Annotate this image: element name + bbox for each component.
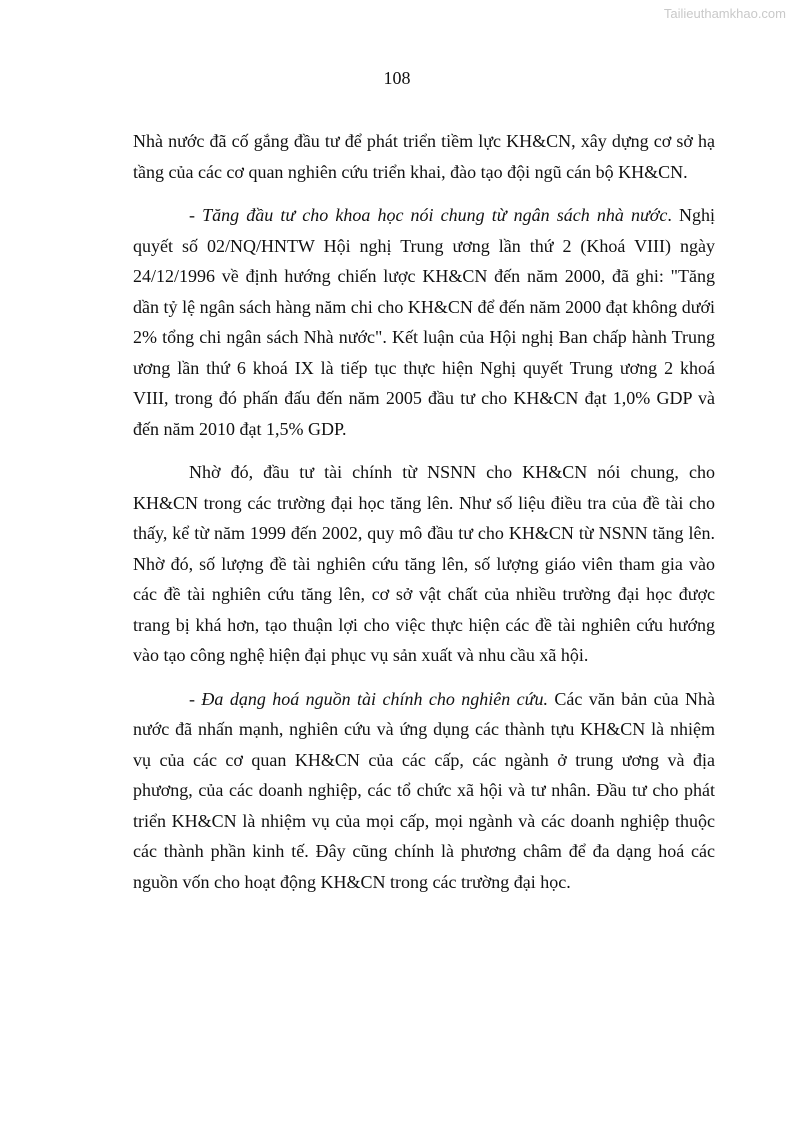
paragraph-3: Nhờ đó, đầu tư tài chính từ NSNN cho KH&CN nói chung, cho KH&CN trong các trường đại học tăng lên. Như số liệu điều tra của đề tài cho thấy, kể từ năm 1999 đến 2002, quy mô đầu tư cho KH&CN từ NSNN tăng lên. Nhờ đó, số lượng đề tài nghiên cứu tăng lên, số lượng giáo viên tham gia vào các đề tài nghiên cứu tăng lên, cơ sở vật chất của nhiều trường đại học được trang bị khá hơn, tạo thuận lợi cho việc thực hiện các đề tài nghiên cứu hướng vào tạo công nghệ hiện đại phục vụ sản xuất và nhu cầu xã hội. xyxy=(133,462,715,665)
paragraph-4-heading: - Đa dạng hoá nguồn tài chính cho nghiên cứu. xyxy=(189,688,548,709)
paragraph-1: Nhà nước đã cố gắng đầu tư để phát triển tiềm lực KH&CN, xây dựng cơ sở hạ tầng của các cơ quan nghiên cứu triển khai, đào tạo đội ngũ cán bộ KH&CN. xyxy=(133,131,715,182)
page-number: 108 xyxy=(383,68,411,88)
paragraph-2-body: . Nghị quyết số 02/NQ/HNTW Hội nghị Trung ương lần thứ 2 (Khoá VIII) ngày 24/12/1996 về định hướng chiến lược KH&CN đến năm 2000, đã ghi: "Tăng dần tỷ lệ ngân sách hàng năm chi cho KH&CN để đến năm 2000 đạt không dưới 2% tổng chi ngân sách Nhà nước". Kết luận của Hội nghị Ban chấp hành Trung ương lần thứ 6 khoá IX là tiếp tục thực hiện Nghị quyết Trung ương 2 khoá VIII, trong đó phấn đấu đến năm 2005 đầu tư cho KH&CN đạt 1,0% GDP và đến năm 2010 đạt 1,5% GDP. xyxy=(133,205,715,439)
paragraph-2 xyxy=(133,200,715,444)
document-body xyxy=(133,126,715,897)
paragraph-4-body: Các văn bản của Nhà nước đã nhấn mạnh, nghiên cứu và ứng dụng các thành tựu KH&CN là nhiệm vụ của các cơ quan KH&CN của các cấp, các ngành ở trung ương và địa phương, của các doanh nghiệp, các tổ chức xã hội và tư nhân. Đầu tư cho phát triển KH&CN là nhiệm vụ của mọi cấp, mọi ngành và các doanh nghiệp thuộc các thành phần kinh tế. Đây cũng chính là phương châm để đa dạng hoá các nguồn vốn cho hoạt động KH&CN trong các trường đại học. xyxy=(133,688,715,892)
paragraph-2-heading: - Tăng đầu tư cho khoa học nói chung từ ngân sách nhà nước xyxy=(189,205,668,225)
paragraph-4 xyxy=(133,684,715,898)
watermark: Tailieuthamkhao.com xyxy=(663,6,786,21)
